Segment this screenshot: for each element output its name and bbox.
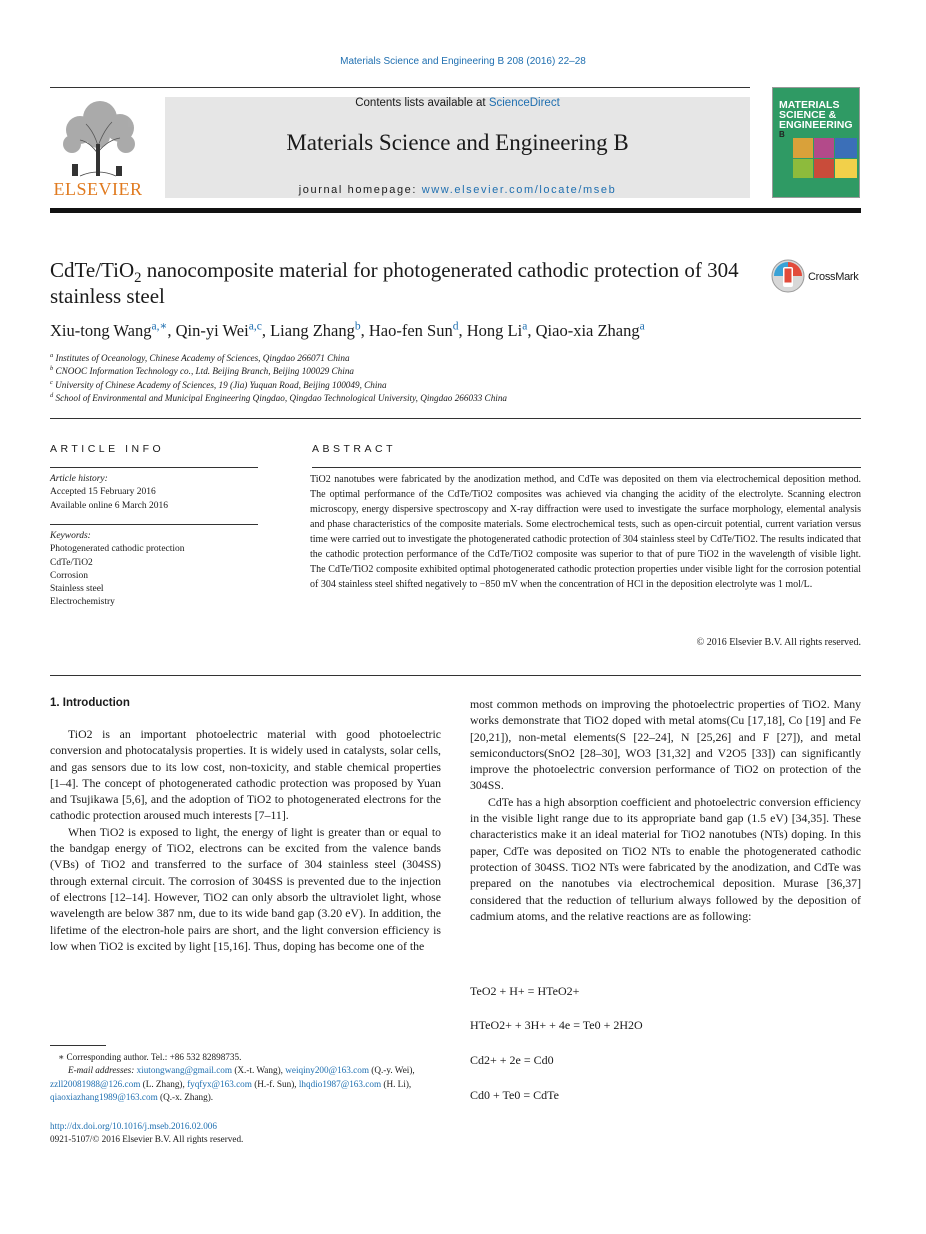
equation: Cd0 + Te0 = CdTe (470, 1088, 559, 1102)
body-paragraph: When TiO2 is exposed to light, the energy of light is greater than or equal to the bandgap energy of TiO2, electrons can be excited from the valence bands (VBs) of TiO2 and transferred to the surface of 304 stainless steel (304SS) through external circuit. The corrosion of 304SS is prevented due to the injection of electrons [12–14]. However, TiO2 can only absorb the ultraviolet light, whose wavelength are below 387 nm, due to its wide band gap (3.20 eV). In addition, the lifetime of the electron-hole pairs are short, and the light conversion efficiency is low when TiO2 is excited by light [15,16]. Thus, doping has become one of the (50, 824, 441, 953)
footnotes (50, 1051, 441, 1104)
keyword: Stainless steel (50, 584, 104, 595)
affiliation-text: Institutes of Oceanology, Chinese Academy of Sciences, Qingdao 266071 China (55, 353, 350, 363)
cover-image-icon (793, 138, 857, 178)
elsevier-wordmark: ELSEVIER (53, 179, 143, 199)
cover-title (779, 100, 853, 140)
affiliation (50, 365, 860, 378)
doi-link[interactable]: http://dx.doi.org/10.1016/j.mseb.2016.02.006 (50, 1121, 217, 1131)
keyword: Electrochemistry (50, 597, 115, 608)
equation: TeO2 + H+ = HTeO2+ (470, 984, 580, 998)
affiliation (50, 392, 860, 405)
author-affiliation-mark[interactable]: a (522, 320, 528, 333)
author-affiliation-mark[interactable]: a (639, 320, 645, 333)
journal-cover[interactable] (772, 87, 860, 198)
crossmark-badge[interactable] (770, 258, 862, 296)
affiliation-mark: b (50, 365, 54, 373)
cover-title-line: ENGINEERING (779, 119, 853, 131)
body-left-column (50, 726, 441, 954)
affiliation (50, 352, 860, 365)
title-part-1: CdTe/TiO (50, 258, 135, 282)
affiliation-text: University of Chinese Academy of Sciences, 19 (Jia) Yuquan Road, Beijing 100049, China (55, 379, 387, 390)
author (467, 321, 536, 340)
author-name: Qin-yi Wei (175, 321, 249, 340)
section-rule (50, 675, 861, 676)
equation: Cd2+ + 2e = Cd0 (470, 1053, 554, 1067)
email-label: E-mail addresses: (68, 1065, 135, 1076)
author (50, 321, 176, 340)
sciencedirect-link[interactable]: ScienceDirect (488, 97, 560, 109)
author (270, 321, 369, 340)
body-right-column (470, 696, 861, 924)
doi-block (50, 1120, 243, 1147)
email-owner: (H.-f. Sun) (254, 1078, 295, 1089)
author-affiliation-mark[interactable]: d (452, 320, 459, 333)
cover-title-line: MATERIALS (779, 99, 840, 111)
body-paragraph: most common methods on improving the photoelectric properties of TiO2. Many works demonstrate that TiO2 doped with metal atoms(Cu [17,18], Co [19] and Fe [20,21]), non-metal elements(S [22–24], N [25,26] and F [27]), and metal semiconductors(SnO2 [28–30], WO3 [31,32] and V2O5 [33]) can significantly improve the photoelectric conversion performance of TiO2 on protection of the 304SS. (470, 697, 861, 793)
info-rule (50, 467, 258, 468)
header-rule (50, 87, 750, 88)
history-label: Article history: (50, 474, 108, 484)
affiliation-mark: c (50, 378, 53, 386)
email-link[interactable]: xiutongwang@gmail.com (136, 1065, 233, 1076)
author-affiliation-mark[interactable]: b (354, 320, 361, 333)
keyword: Photogenerated cathodic protection (50, 544, 185, 555)
email-link[interactable]: zzll20081988@126.com (50, 1078, 141, 1089)
email-link[interactable]: weiqiny200@163.com (285, 1065, 369, 1076)
elsevier-logo (50, 94, 146, 200)
article-info-label: ARTICLE INFO (50, 443, 165, 455)
article-title (50, 257, 740, 309)
issn-line: 0921-5107/© 2016 Elsevier B.V. All rights reserved. (50, 1134, 244, 1145)
keywords-label: Keywords: (50, 531, 91, 541)
author-affiliation-mark[interactable]: a,c (248, 320, 262, 333)
journal-banner (165, 97, 750, 198)
info-rule (50, 524, 258, 525)
author-separator: , (261, 321, 271, 340)
author-name: Hao-fen Sun (368, 321, 453, 340)
crossmark-icon (770, 258, 806, 294)
author-affiliation-mark[interactable]: a,∗ (151, 320, 168, 333)
homepage-link[interactable]: www.elsevier.com/locate/mseb (421, 184, 617, 196)
homepage-line (165, 184, 750, 196)
abstract-rule (312, 467, 861, 468)
abstract-text: TiO2 nanotubes were fabricated by the anodization method, and CdTe was deposited on them via electrochemical deposition method. The optimal performance of the CdTe/TiO2 composites was achieved via changing the acidity of the electrolyte. Scanning electron microscopy, energy dispersive spectroscopy and X-ray diffraction were used to investigate the surface morphology, elemental analysis and phase characteristics of the composite materials. Some electrochemical tests, such as open-circuit potential, current variation versus time were carried out to investigate the photogenerated cathodic protection of 304 stainless steel by CdTe/TiO2. The results indicated that the cathodic protection performance of the CdTe/TiO2 composite was superior to that of pure TiO2 in the wavelength of visible light. The CdTe/TiO2 composite exhibited optimal photogenerated cathodic protection properties under visible light for the corrosion potential of 304 stainless steel shifted negatively to −850 mV when the concentration of HCl in the deposition electrolyte was 1 mol/L. (310, 474, 861, 590)
email-owner: (Q.-y. Wei) (371, 1065, 413, 1076)
email-owner: (X.-t. Wang) (234, 1065, 281, 1076)
accepted-date: Accepted 15 February 2016 (50, 487, 156, 498)
abstract-label: ABSTRACT (312, 443, 397, 455)
email-link[interactable]: lhqdio1987@163.com (298, 1078, 382, 1089)
author-separator: , (167, 321, 176, 340)
author-name: Xiu-tong Wang (50, 321, 152, 340)
email-owner: (L. Zhang) (142, 1078, 183, 1089)
cover-title-line: B (779, 130, 785, 139)
keyword: Corrosion (50, 570, 88, 581)
affiliation-text: CNOOC Information Technology co., Ltd. Beijing Branch, Beijing 100029 China (55, 366, 355, 377)
affiliation-mark: a (50, 351, 54, 359)
email-link[interactable]: fyqfyx@163.com (187, 1078, 252, 1089)
author (536, 321, 645, 340)
cover-title-line: SCIENCE & (779, 109, 837, 121)
title-subscript: 2 (134, 270, 142, 287)
journal-title: Materials Science and Engineering B (286, 130, 629, 155)
header-thick-rule (50, 208, 861, 213)
email-list: E-mail addresses: xiutongwang@gmail.com (X.-t. Wang), weiqiny200@163.com (Q.-y. Wei), zzll20081988@126.com (L. Zhang), fyqfyx@163.com (H.-f. Sun), lhqdio1987@163.com (H. Li), qiaoxiazhang1989@163.com (Q.-x. Zhang). (50, 1065, 415, 1102)
section-rule (50, 418, 861, 419)
contents-line (165, 97, 750, 109)
article-history (50, 473, 258, 513)
affiliation-text: School of Environmental and Municipal Engineering Qingdao, Qingdao Technological University, Qingdao 266033 China (55, 392, 508, 403)
introduction-heading: 1. Introduction (50, 697, 130, 709)
author-name: Qiao-xia Zhang (535, 321, 640, 340)
homepage-prefix: journal homepage: (298, 184, 422, 196)
author-separator: , (360, 321, 369, 340)
email-link[interactable]: qiaoxiazhang1989@163.com (50, 1091, 158, 1102)
affiliation-list (50, 352, 860, 405)
journal-reference[interactable]: Materials Science and Engineering B 208 (2016) 22–28 (340, 56, 586, 67)
body-paragraph: TiO2 is an important photoelectric material with good photoelectric conversion and photocatalysis properties. It is widely used in catalysts, solar cells, and gas sensors due to its low cost, non-toxicity, and stable chemical properties [1–4]. The concept of photogenerated cathodic protection was proposed by Yuan and Tsujikawa [5,6], and the adoption of TiO2 to photogenerated electrons for the cathodic protection aroused much interests [7–11]. (50, 727, 441, 823)
author-name: Hong Li (466, 321, 523, 340)
corresponding-author-note: ∗ Corresponding author. Tel.: +86 532 82898735. (58, 1052, 242, 1062)
keywords-block (50, 530, 258, 610)
equation: HTeO2+ + 3H+ + 4e = Te0 + 2H2O (470, 1018, 643, 1032)
title-part-2: nanocomposite material for photogenerated cathodic protection of 304 stainless steel (50, 258, 739, 308)
crossmark-label: CrossMark (808, 271, 859, 283)
keyword: CdTe/TiO2 (50, 557, 93, 568)
abstract-copyright: © 2016 Elsevier B.V. All rights reserved. (696, 637, 861, 648)
online-date: Available online 6 March 2016 (50, 500, 169, 511)
author-name: Liang Zhang (270, 321, 355, 340)
body-paragraph: CdTe has a high absorption coefficient and photoelectric conversion efficiency in the visible light range due to its appropriate band gap (1.5 eV) [34,35]. These characteristics make it an ideal material for TiO2 nanotubes (NTs) doping. In this paper, CdTe was deposited on TiO2 NTs to enable the photogenerated cathodic protection of 304SS. TiO2 NTs were fabricated by the anodization, and CdTe was prepared on the nanotubes via electrochemical deposition. Murase [36,37] considered that the reduction of tellurium always followed by the deposition of cadmium atoms, and the relative reactions are as following: (470, 794, 861, 923)
author (369, 321, 467, 340)
author-separator: , (458, 321, 467, 340)
tree-icon (50, 94, 146, 180)
author (176, 321, 270, 340)
footnote-rule (50, 1045, 106, 1046)
author-separator: , (527, 321, 536, 340)
contents-prefix: Contents lists available at (355, 97, 489, 109)
email-owner: (Q.-x. Zhang). (160, 1091, 214, 1102)
affiliation-mark: d (50, 391, 54, 399)
affiliation (50, 379, 860, 392)
author-list (50, 321, 860, 341)
email-owner: (H. Li) (383, 1078, 409, 1089)
